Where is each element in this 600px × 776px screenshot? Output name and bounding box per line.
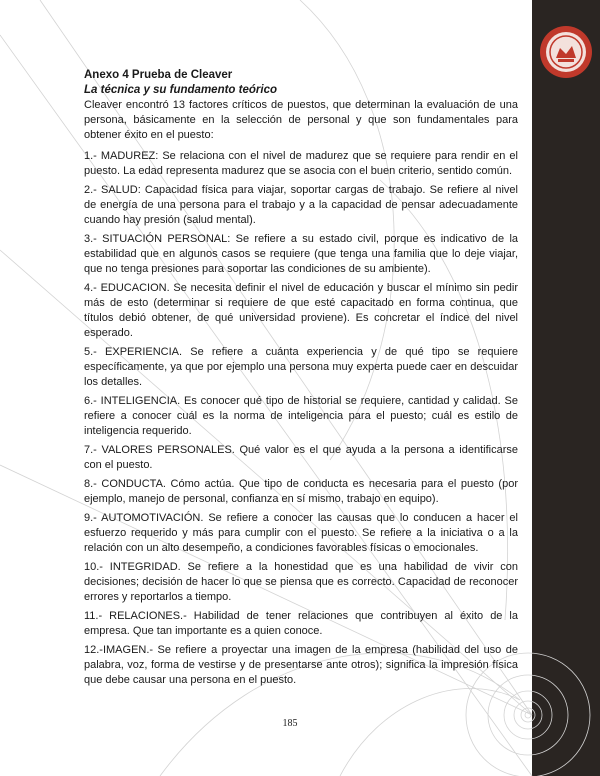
factor-item-9: 9.- AUTOMOTIVACIÓN. Se refiere a conocer las causas que lo conducen a hacer el esfuerzo requerido y más para cumplir con el puesto. Se refiere a la iniciativa o a la relación con un alto desempeño, a condiciones favorables físicas o emocionales. [84, 512, 518, 554]
document-title: Anexo 4 Prueba de Cleaver [84, 69, 233, 81]
factor-item-12: 12.-IMAGEN.- Se refiere a proyectar una imagen de la empresa (habilidad del uso de palabra, voz, forma de vestirse y de presentarse ante otros); significa la impresión física que debe causar una persona en el puesto. [84, 644, 518, 686]
factor-item-2: 2.- SALUD: Capacidad física para viajar, soportar cargas de trabajo. Se refiere al nivel de energía de una persona para el trabajo y a la capacidad de pensar adecuadamente cuando hay presión (salud mental). [84, 184, 518, 226]
factor-item-3: 3.- SITUACIÓN PERSONAL: Se refiere a su estado civil, porque es indicativo de la estabilidad que en algunos casos se requiere (que tenga una familia que lo deje viajar, que no tenga presiones para soportar las condiciones de su ambiente). [84, 233, 518, 275]
intro-paragraph: Cleaver encontró 13 factores críticos de puestos, que determinan la evaluación de una persona, básicamente en la selección de personal y que son fundamentales para obtener éxito en el puesto: [84, 99, 518, 141]
factor-item-4: 4.- EDUCACION. Se necesita definir el nivel de educación y buscar el mínimo sin pedir más de esto (determinar si requiere de que esté capacitado en forma continua, que títulos debió obtener, de qué universidad proviene). Es concretar el índice del nivel esperado. [84, 282, 518, 339]
factor-item-10: 10.- INTEGRIDAD. Se refiere a la honestidad que es una habilidad de vivir con decisiones; decisión de hacer lo que se piensa que es correcto. Capacidad de reconocer errores y reportarlos a tiempo. [84, 561, 518, 603]
document-body [84, 68, 518, 692]
document-subtitle: La técnica y su fundamento teórico [84, 84, 277, 96]
university-seal-icon [538, 24, 594, 80]
page-number: 185 [282, 718, 298, 729]
factor-item-11: 11.- RELACIONES.- Habilidad de tener relaciones que contribuyen al éxito de la empresa. Que tan importante es a quien conoce. [84, 610, 518, 637]
factor-item-1: 1.- MADUREZ: Se relaciona con el nivel de madurez que se requiere para rendir en el puesto. La edad representa madurez que se asocia con el buen criterio, sentido común. [84, 150, 518, 177]
factor-item-7: 7.- VALORES PERSONALES. Qué valor es el que ayuda a la persona a identificarse con el puesto. [84, 444, 518, 471]
factor-item-8: 8.- CONDUCTA. Cómo actúa. Que tipo de conducta es necesaria para el puesto (por ejemplo, manejo de personal, confianza en sí mismo, trabajo en equipo). [84, 478, 518, 505]
factor-item-6: 6.- INTELIGENCIA. Es conocer qué tipo de historial se requiere, cantidad y calidad. Se refiere a conocer cuál es la norma de inteligencia para el puesto; cuál es estilo de inteligencia requerido. [84, 395, 518, 437]
right-sidebar-band [532, 0, 600, 776]
factor-item-5: 5.- EXPERIENCIA. Se refiere a cuánta experiencia y de qué tipo se requiere específicamente, ya que por ejemplo una persona muy experta puede caer en descuidar los detalles. [84, 346, 518, 388]
